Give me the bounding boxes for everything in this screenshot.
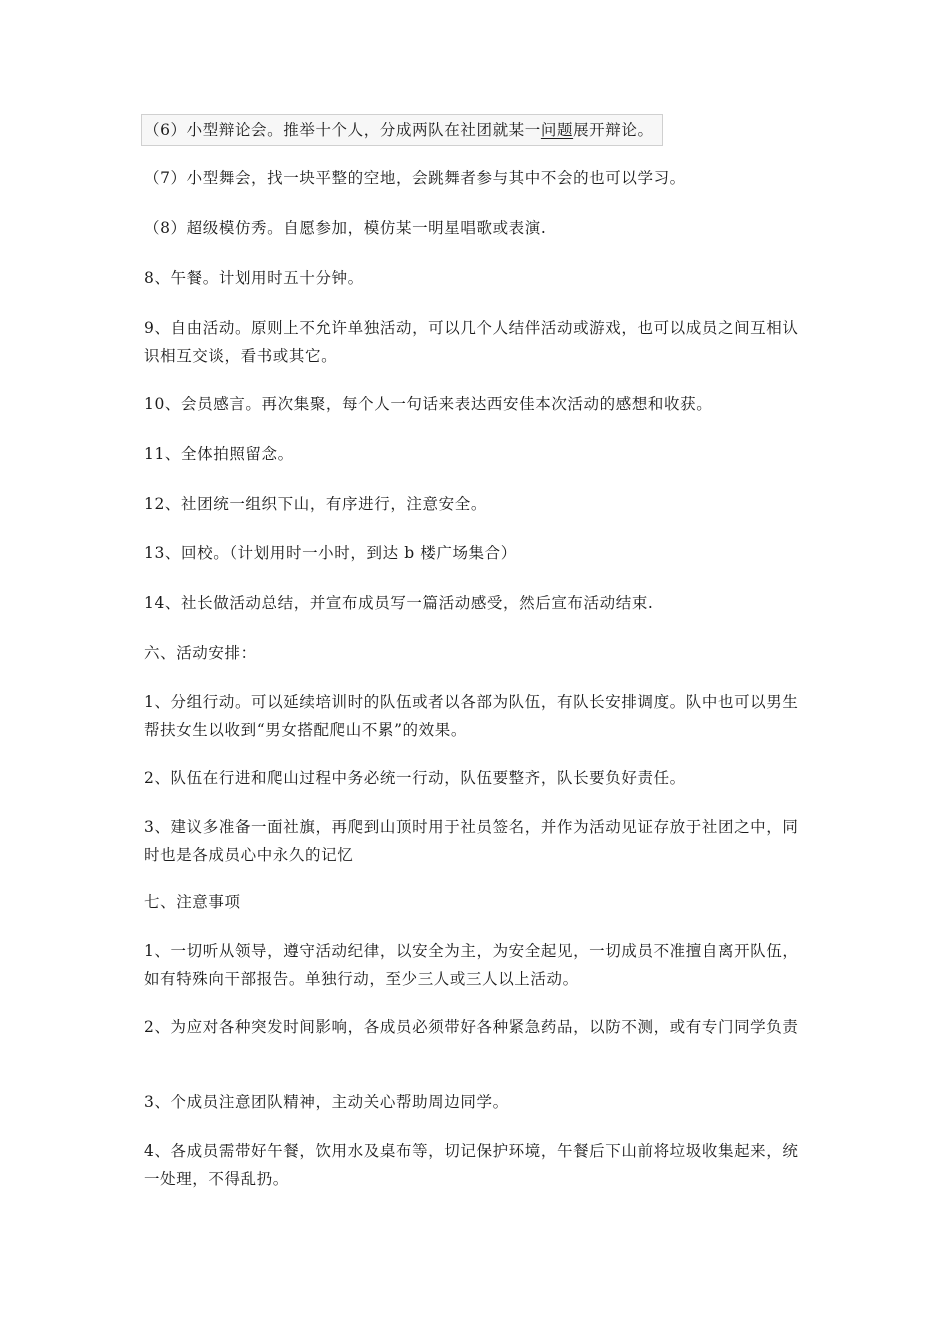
paragraph-member-remarks: 10、会员感言。再次集聚，每个人一句话来表达西安佳本次活动的感想和收获。 — [144, 395, 713, 413]
paragraph-imitation-show: （8）超级模仿秀。自愿参加，模仿某一明星唱歌或表演. — [144, 219, 547, 237]
paragraph-obey-leaders: 1、一切听从领导，遵守活动纪律，以安全为主，为安全起见，一切成员不准擅自离开队伍，如有特殊向干部报告。单独行动，至少三人或三人以上活动。 — [144, 942, 799, 988]
paragraph-debate-text: （6）小型辩论会。推举十个人，分成两队在社团就某一 — [144, 121, 541, 139]
paragraph-group-action: 1、分组行动。可以延续培训时的队伍或者以各部为队伍，有队长安排调度。队中也可以男生帮扶女生以收到“男女搭配爬山不累”的效果。 — [144, 693, 799, 739]
paragraph-lunch: 8、午餐。计划用时五十分钟。 — [144, 269, 364, 287]
underlined-word: 问题 — [540, 121, 574, 139]
paragraph-debate-end: 展开辩论。 — [573, 121, 654, 139]
paragraph-team-spirit: 3、个成员注意团队精神，主动关心帮助周边同学。 — [144, 1093, 509, 1111]
paragraph-dance: （7）小型舞会，找一块平整的空地，会跳舞者参与其中不会的也可以学习。 — [144, 169, 686, 187]
paragraph-unified-action: 2、队伍在行进和爬山过程中务必统一行动，队伍要整齐，队长要负好责任。 — [144, 769, 686, 787]
section-heading-notes: 七、注意事项 — [144, 893, 241, 911]
paragraph-group-photo: 11、全体拍照留念。 — [144, 445, 294, 463]
highlighted-line — [141, 114, 663, 146]
paragraph-free-activity: 9、自由活动。原则上不允许单独活动，可以几个人结伴活动或游戏，也可以成员之间互相认识相互交谈，看书或其它。 — [144, 319, 799, 365]
paragraph-summary: 14、社长做活动总结，并宣布成员写一篇活动感受，然后宣布活动结束. — [144, 594, 654, 612]
paragraph-club-flag: 3、建议多准备一面社旗，再爬到山顶时用于社员签名，并作为活动见证存放于社团之中，同时也是各成员心中永久的记忆 — [144, 818, 799, 864]
paragraph-lunch-environment: 4、各成员需带好午餐，饮用水及桌布等，切记保护环境，午餐后下山前将垃圾收集起来，统一处理，不得乱扔。 — [144, 1142, 799, 1188]
paragraph-debate — [144, 114, 814, 146]
paragraph-return: 13、回校。（计划用时一小时，到达 b 楼广场集合） — [144, 544, 517, 562]
section-heading-arrangement: 六、活动安排： — [144, 644, 257, 662]
paragraph-emergency-medicine: 2、为应对各种突发时间影响，各成员必须带好各种紧急药品，以防不测，或有专门同学负责 — [144, 1018, 799, 1036]
paragraph-descend: 12、社团统一组织下山，有序进行，注意安全。 — [144, 495, 487, 513]
